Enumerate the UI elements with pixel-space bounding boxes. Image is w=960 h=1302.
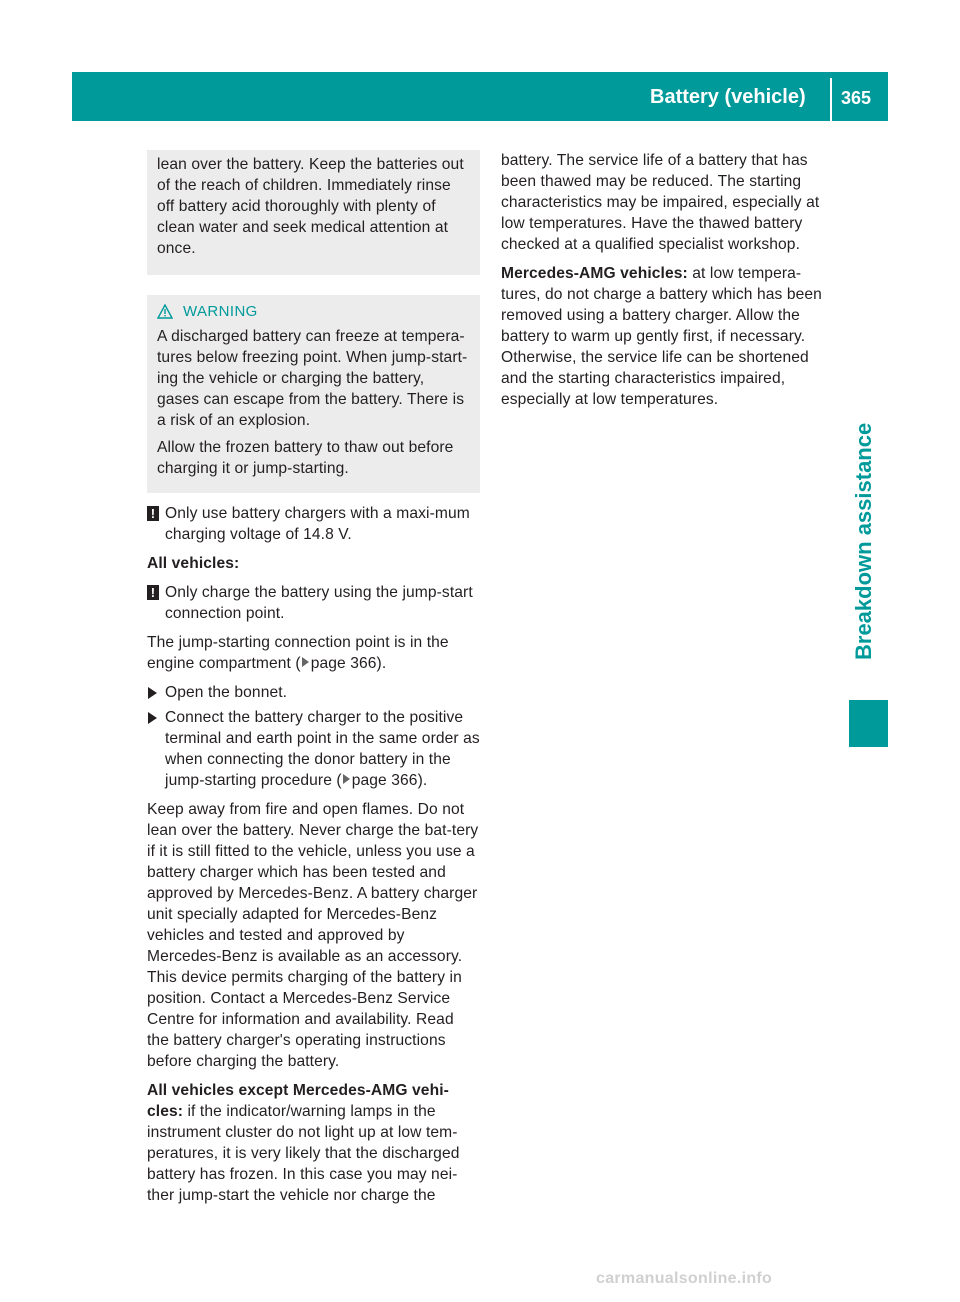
warning-header [157, 301, 470, 322]
warning-text-2: Allow the frozen battery to thaw out before charging it or jump-starting. [157, 439, 454, 477]
exclamation-icon: ! [147, 585, 159, 600]
step-arrow-icon [148, 687, 157, 699]
page-reference-arrow-icon [343, 774, 350, 784]
notice-jump-start [147, 582, 480, 624]
intro-text: lean over the battery. Keep the batteries out of the reach of children. Immediately rinse off battery acid thoroughly with plenty of clean water and seek medical attention at once. [157, 156, 464, 257]
warning-title: WARNING [183, 303, 258, 320]
warning-box [147, 295, 480, 493]
side-tab-block [849, 700, 888, 747]
page-reference-link[interactable]: page 366 [310, 655, 377, 672]
all-vehicles-heading: All vehicles: [147, 555, 240, 572]
page-reference-link[interactable]: page 366 [351, 772, 418, 789]
step-arrow-icon [148, 712, 157, 724]
notice-charger-text: Only use battery chargers with a maxi-mum charging voltage of 14.8 V. [165, 505, 470, 543]
exclamation-icon: ! [147, 506, 159, 521]
grey-box-intro [147, 150, 480, 275]
page-number: 365 [841, 88, 872, 108]
connection-text-end: ). [376, 655, 387, 672]
amg-text: at low tempera-tures, do not charge a battery which has been removed using a battery charger. Allow the battery to warm up gently first, if necessary. Otherwise, the service life can be shortened and the starting characteristics impaired, especially at low temperatures. [501, 265, 822, 408]
header-divider [830, 78, 832, 121]
except-amg-text: if the indicator/warning lamps in the instrument cluster do not light up at low tem-peratures, it is very likely that the discharged battery has frozen. In this case you may nei-ther jump-start the vehicle nor charge the [147, 1103, 460, 1204]
except-amg-paragraph [147, 1080, 480, 1206]
amg-paragraph [501, 263, 835, 410]
amg-label: Mercedes-AMG vehicles: [501, 265, 688, 282]
except-amg-label: All vehicles except Mercedes-AMG vehi-cles: [147, 1082, 449, 1120]
step-open-bonnet [147, 682, 480, 703]
step-connect-charger [147, 707, 480, 791]
notice-jump-start-text: Only charge the battery using the jump-start connection point. [165, 584, 473, 622]
step-connect-text-end: ). [417, 772, 428, 789]
side-tab-label: Breakdown assistance [851, 422, 876, 660]
left-column [147, 150, 480, 1214]
fire-paragraph: Keep away from fire and open flames. Do not lean over the battery. Never charge the bat-tery if it is still fitted to the vehicle, unless you use a battery charger which has been tested and approved by Mercedes-Benz. A battery charger unit specially adapted for Mercedes-Benz vehicles and tested and approved by Mercedes-Benz is available as an accessory. This device permits charging of the battery in position. Contact a Mercedes-Benz Service Centre for information and availability. Read the battery charger's operating instructions before charging the battery. [147, 801, 479, 1070]
step-open-bonnet-text: Open the bonnet. [165, 684, 288, 701]
notice-charger [147, 503, 480, 545]
thawed-paragraph: battery. The service life of a battery that has been thawed may be reduced. The starting characteristics may be impaired, especially at low temperatures. Have the thawed battery checked at a qualified specialist workshop. [501, 152, 820, 253]
warning-text-1: A discharged battery can freeze at tempera-tures below freezing point. When jump-start-ing the vehicle or charging the battery, gases can escape from the battery. There is a risk of an explosion. [157, 328, 468, 429]
right-column [501, 150, 835, 418]
step-connect-text: Connect the battery charger to the positive terminal and earth point in the same order as when connecting the donor battery in the jump-starting procedure ( [165, 709, 480, 789]
connection-paragraph [147, 632, 480, 674]
watermark: carmanualsonline.info [596, 1270, 773, 1287]
connection-text: The jump-starting connection point is in the engine compartment ( [147, 634, 449, 672]
warning-triangle-icon [157, 304, 173, 319]
page-reference-arrow-icon [302, 657, 309, 667]
section-title: Battery (vehicle) [650, 86, 806, 108]
